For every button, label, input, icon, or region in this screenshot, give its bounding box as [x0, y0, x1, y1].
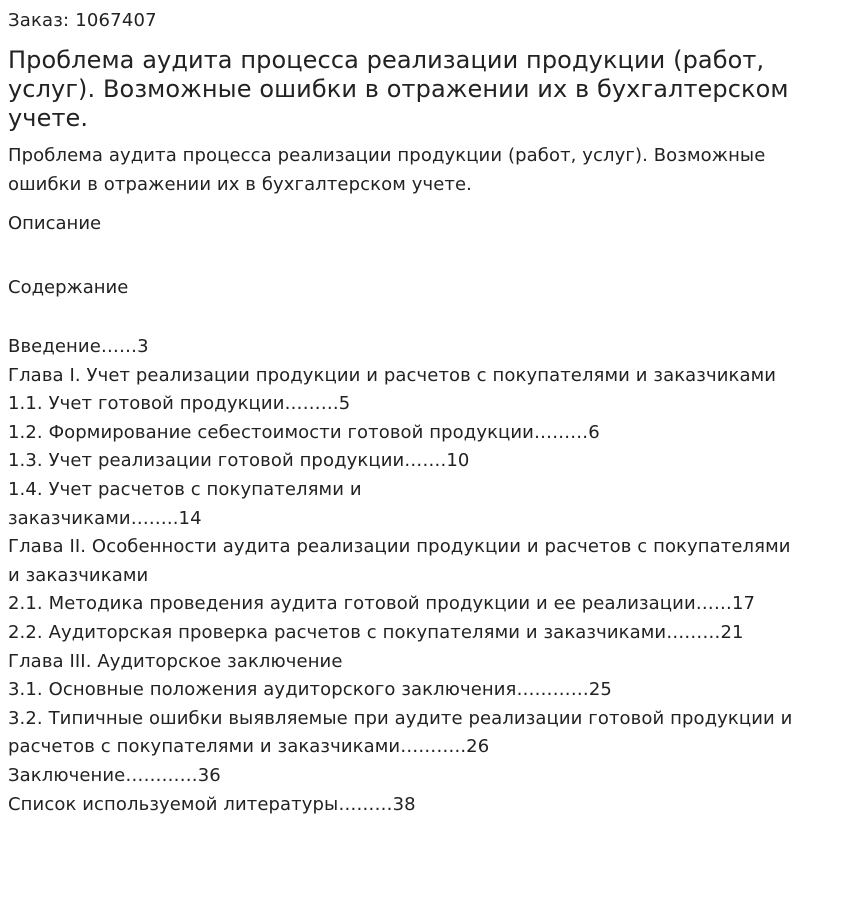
table-of-contents — [8, 333, 839, 819]
page-title: Проблема аудита процесса реализации продукции (работ, услуг). Возможные ошибки в отражении их в бухгалтерском учете. — [8, 46, 789, 132]
toc-line: Заключение…………36 — [8, 764, 221, 786]
toc-line: 1.3. Учет реализации готовой продукции…….10 — [8, 450, 470, 472]
description-heading: Описание — [8, 213, 102, 234]
toc-line: 1.1. Учет готовой продукции………5 — [8, 393, 351, 415]
toc-line: Список используемой литературы………38 — [8, 793, 416, 815]
toc-line: 2.2. Аудиторская проверка расчетов с покупателями и заказчиками………21 — [8, 621, 744, 643]
toc-line: Введение……3 — [8, 336, 149, 357]
toc-line: 3.2. Типичные ошибки выявляемые при аудите реализации готовой продукции и — [8, 707, 793, 729]
toc-line: и заказчиками — [8, 564, 149, 586]
toc-line: Глава II. Особенности аудита реализации продукции и расчетов с покупателями — [8, 536, 791, 558]
toc-line: заказчиками……..14 — [8, 507, 202, 529]
toc-line: расчетов с покупателями и заказчиками………..26 — [8, 736, 490, 758]
order-number: Заказ: 1067407 — [8, 10, 157, 31]
toc-line: Глава I. Учет реализации продукции и расчетов с покупателями и заказчиками — [8, 364, 777, 386]
toc-line: 2.1. Методика проведения аудита готовой продукции и ее реализации……17 — [8, 593, 756, 615]
page-subtitle: Проблема аудита процесса реализации продукции (работ, услуг). Возможные ошибки в отражении их в бухгалтерском учете. — [8, 145, 766, 195]
contents-heading: Содержание — [8, 277, 129, 298]
toc-line: 3.1. Основные положения аудиторского заключения…………25 — [8, 679, 612, 701]
toc-line: 1.2. Формирование себестоимости готовой продукции………6 — [8, 421, 600, 443]
toc-line: 1.4. Учет расчетов с покупателями и — [8, 478, 362, 500]
toc-line: Глава III. Аудиторское заключение — [8, 650, 343, 672]
